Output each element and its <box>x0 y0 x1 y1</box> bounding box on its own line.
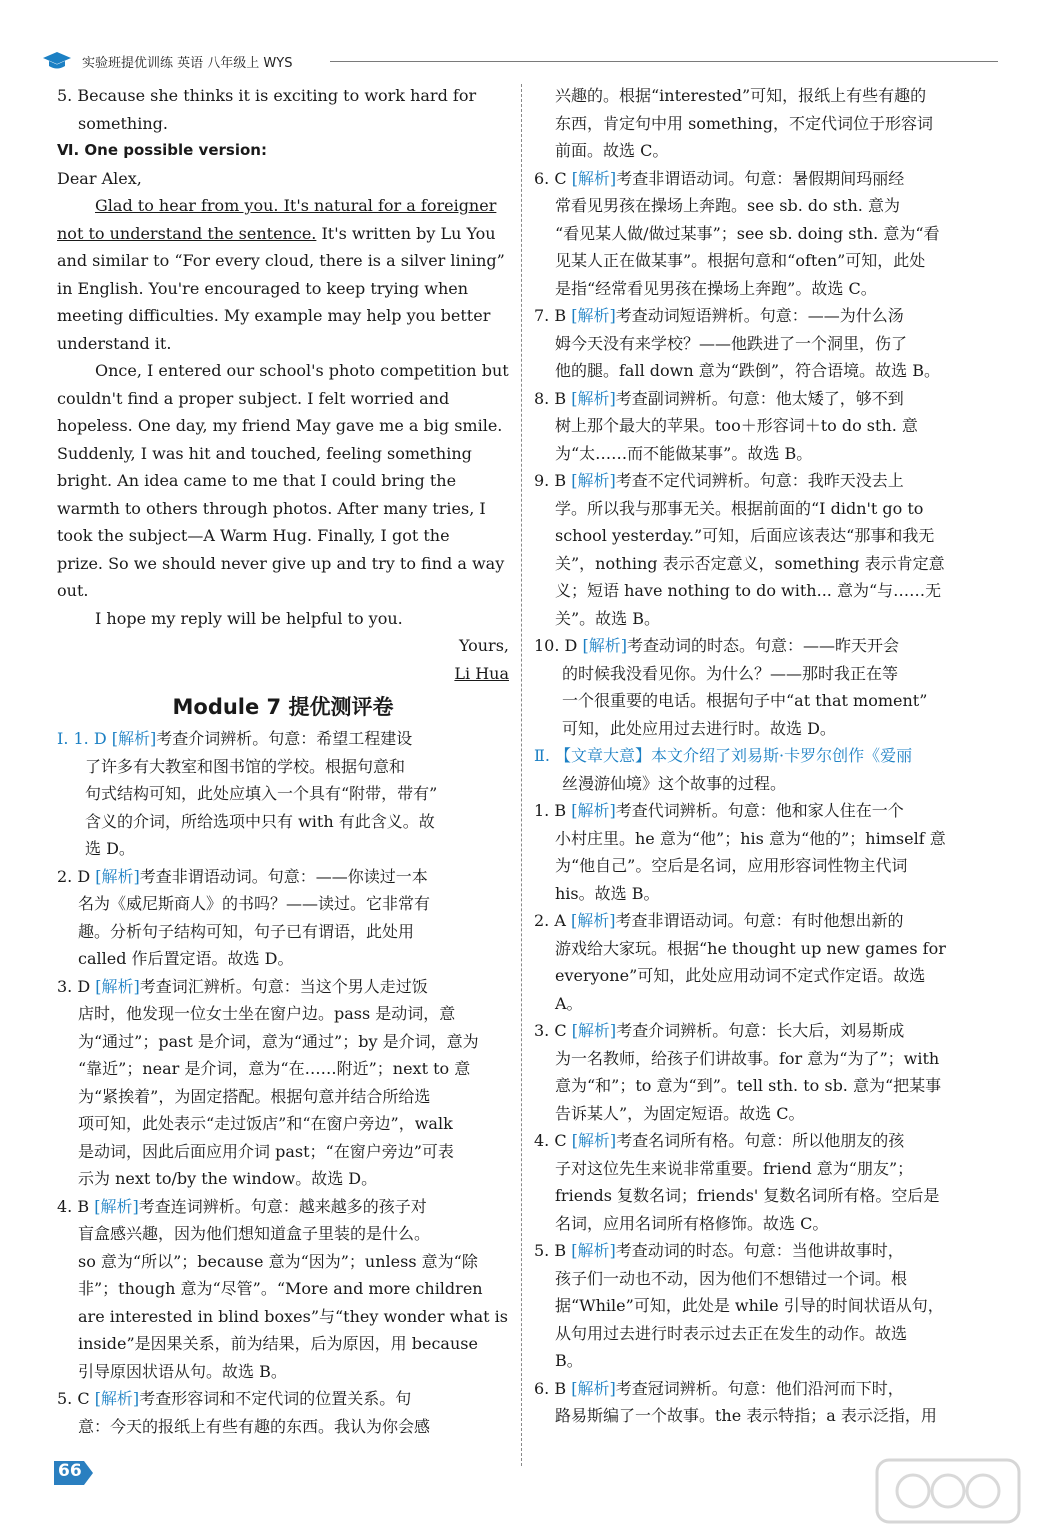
answer-line: called 作后置定语。故选 D。 <box>78 949 294 968</box>
answer-number: 6. B <box>534 1378 572 1398</box>
answer-text: 考查冠词辨析。句意：他们沿河而下时， <box>615 1378 904 1398</box>
answer-line: everyone”可知，此处应用动词不定式作定语。故选 <box>555 966 926 985</box>
letter-line: couldn't find a proper subject. I felt worried and <box>57 388 450 408</box>
answer-line: 了许多有大教室和图书馆的学校。根据句意和 <box>85 756 406 776</box>
answer-line: 为“紧挨着”，为固定搭配。根据句意并结合所给选 <box>78 1086 431 1106</box>
summary-text: Ⅱ. 【文章大意】本文介绍了刘易斯·卡罗尔创作《爱丽 <box>534 746 913 765</box>
analysis-tag: [解析] <box>571 801 616 820</box>
answer-line: 名词，应用名词所有格修饰。故选 C。 <box>555 1213 829 1233</box>
answer-line: 为“通过”；past 是介词，意为“通过”；by 是介词，意为 <box>78 1031 479 1051</box>
answer-line: 一个很重要的电话。根据句子中“at that moment” <box>562 691 928 710</box>
answer-line <box>534 1375 984 1403</box>
analysis-tag: [解析] <box>111 729 157 748</box>
answer-line: 可知，此处应用过去进行时。故选 D。 <box>562 718 836 738</box>
answer-text: 考查非谓语动词。句意：有时他想出新的 <box>615 911 904 930</box>
answer-line: friends 复数名词；friends' 复数名词所有格。空后是 <box>555 1186 940 1205</box>
letter-line: understand it. <box>57 333 172 353</box>
letter-line: meeting difficulties. My example may help you better <box>57 306 491 325</box>
answer-line: “靠近”；near 是介词，意为“在……附近”；next to 意 <box>78 1059 471 1078</box>
answer-line: A。 <box>555 993 583 1013</box>
answer-line <box>534 632 984 660</box>
letter-line: prize. So we should never give up and try to find a way <box>57 553 505 573</box>
analysis-tag: [解析] <box>571 1131 617 1150</box>
answer-line: 常看见男孩在操场上奔跑。see sb. do sth. 意为 <box>555 196 900 215</box>
answer-line <box>57 863 509 891</box>
page-header <box>38 48 998 78</box>
answer-line: 名为《威尼斯商人》的书吗？——读过。它非常有 <box>78 894 431 913</box>
answer-number: 3. D <box>57 976 96 996</box>
answer-line: “看见某人做/做过某事”；see sb. doing sth. 意为“看 <box>555 223 940 243</box>
answer-line: 东西，肯定句中用 something，不定代词位于形容词 <box>555 113 933 133</box>
answer-line: 他的腿。fall down 意为“跌倒”，符合语境。故选 B。 <box>555 361 940 380</box>
graduation-cap-icon <box>42 50 72 72</box>
answer-line <box>57 725 509 753</box>
answer-line: his。故选 B。 <box>555 883 660 903</box>
letter-line: Once, I entered our school's photo competition but <box>95 361 509 380</box>
analysis-tag: [解析] <box>571 471 616 490</box>
module-heading: Module 7 提优测评卷 <box>172 695 394 719</box>
letter-line: bright. An idea came to me that I could bring the <box>57 471 457 490</box>
answer-text: 考查非谓语动词。句意：——你读过一本 <box>139 866 428 886</box>
answer-line: 姆今天没有来学校？——他跌进了一个洞里，伤了 <box>555 333 908 353</box>
answer-line: so 意为“所以”；because 意为“因为”；unless 意为“除 <box>78 1251 478 1271</box>
answer-number: 6. C <box>534 168 572 188</box>
answer-line: 兴趣的。根据“interested”可知，报纸上有些有趣的 <box>555 86 927 105</box>
answer-line: something. <box>78 113 168 133</box>
letter-line: took the subject—A Warm Hug. Finally, I got the <box>57 526 450 545</box>
summary-line <box>534 742 984 770</box>
analysis-tag: [解析] <box>571 306 616 325</box>
page-number: 66 <box>58 1461 82 1481</box>
answer-line <box>57 1193 509 1221</box>
analysis-tag: [解析] <box>582 636 627 655</box>
answer-line: 从句用过去进行时表示过去正在发生的动作。故选 <box>555 1323 908 1343</box>
answer-line: 项可知，此处表示“走过饭店”和“在窗户旁边”，walk <box>78 1114 453 1133</box>
answer-number: 4. B <box>57 1196 95 1216</box>
answer-line: inside”是因果关系，前为结果，后为原因，用 because <box>78 1334 478 1353</box>
underlined-text: not to understand the sentence. <box>57 223 317 243</box>
answer-line: 据“While”可知，此处是 while 引导的时间状语从句， <box>555 1296 944 1315</box>
signature-text: Li Hua <box>454 663 509 683</box>
answer-line: 引导原因状语从句。故选 B。 <box>78 1361 287 1381</box>
section-label <box>57 137 509 165</box>
analysis-tag: [解析] <box>571 1378 616 1398</box>
answer-line: 示为 next to/by the window。故选 D。 <box>78 1169 378 1188</box>
answer-line: 前面。故选 C。 <box>555 141 669 160</box>
analysis-tag: [解析] <box>94 1196 139 1216</box>
answer-line <box>534 1017 984 1045</box>
answer-text: 考查词汇辨析。句意：当这个男人走过饭 <box>139 976 428 996</box>
answer-line: 店时，他发现一位女士坐在窗户边。pass 是动词，意 <box>78 1004 456 1023</box>
letter-line: in English. You're encouraged to keep trying when <box>57 278 469 298</box>
answer-line: 非”；though 意为“尽管”。“More and more children <box>78 1279 483 1298</box>
answer-line: 告诉某人”，为固定短语。故选 C。 <box>555 1103 805 1123</box>
answer-number: 2. D <box>57 866 96 886</box>
answer-line: 意：今天的报纸上有些有趣的东西。我认为你会感 <box>78 1416 431 1436</box>
answer-text: 考查不定代词辨析。句意：我昨天没去上 <box>615 471 904 490</box>
answer-line <box>534 907 984 935</box>
answer-number: 5. B <box>534 1241 572 1260</box>
answer-number: 5. C <box>57 1389 95 1408</box>
answer-line <box>534 467 984 495</box>
answer-line: B。 <box>555 1351 583 1370</box>
letter-text: It's written by Lu You <box>316 223 496 243</box>
answer-line: 学。所以我与那事无关。根据前面的“I didn't go to <box>555 498 924 518</box>
answer-number: 10. D <box>534 636 583 655</box>
answer-number: 1. B <box>534 801 572 820</box>
answer-line <box>534 1127 984 1155</box>
letter-line <box>57 192 509 220</box>
answer-text: 考查动词的时态。句意：——昨天开会 <box>626 636 899 655</box>
column-divider <box>521 84 522 1466</box>
answer-line: 子对这位先生来说非常重要。friend 意为“朋友”； <box>555 1158 914 1178</box>
answer-line: 趣。分析句子结构可知，句子已有谓语，此处用 <box>78 921 415 941</box>
watermark-logo <box>873 1456 1023 1526</box>
answer-line: 是动词，因此后面应用介词 past；“在窗户旁边”可表 <box>78 1141 454 1161</box>
answer-line: 的时候我没看见你。为什么？——那时我正在等 <box>562 663 899 683</box>
letter-signature <box>57 660 509 688</box>
answer-line: 孩子们一动也不动，因为他们不想错过一个词。根 <box>555 1268 908 1288</box>
analysis-tag: [解析] <box>571 911 616 930</box>
page-number-badge <box>50 1458 110 1494</box>
answer-text: 考查介词辨析。句意：长大后，刘易斯成 <box>616 1021 905 1040</box>
underlined-text: Glad to hear from you. It's natural for a foreigner <box>95 196 497 215</box>
answer-text: 考查介词辨析。句意：希望工程建设 <box>156 729 413 748</box>
answer-line <box>57 973 509 1001</box>
analysis-tag: [解析] <box>571 168 617 188</box>
answer-text: 考查形容词和不定代词的位置关系。句 <box>139 1389 412 1408</box>
answer-line: 盲盒感兴趣，因为他们想知道盒子里装的是什么。 <box>78 1224 431 1243</box>
answer-text: 考查代词辨析。句意：他和家人住在一个 <box>615 801 904 820</box>
answer-line: 树上那个最大的苹果。too＋形容词＋to do sth. 意 <box>555 416 918 435</box>
section-text: Ⅵ. One possible version: <box>57 141 267 159</box>
answer-number: 7. B <box>534 306 572 325</box>
answer-number: Ⅰ. 1. D <box>57 729 112 748</box>
letter-line: and similar to “For every cloud, there is a silver lining” <box>57 251 505 270</box>
analysis-tag: [解析] <box>571 1021 617 1040</box>
header-rule <box>330 61 998 62</box>
answer-line: 是指“经常看见男孩在操场上奔跑”。故选 C。 <box>555 278 877 298</box>
answer-number: 8. B <box>534 388 572 408</box>
answer-line: 选 D。 <box>85 839 135 858</box>
answer-line <box>534 797 984 825</box>
answer-number: 2. A <box>534 911 571 930</box>
answer-line: 关”，nothing 表示否定意义，something 表示肯定意 <box>555 553 945 573</box>
letter-greeting: Dear Alex, <box>57 168 142 188</box>
letter-line: out. <box>57 581 89 600</box>
header-title: 实验班提优训练 英语 八年级上 WYS <box>82 56 293 71</box>
answer-line: 义；短语 have nothing to do with... 意为“与……无 <box>555 581 942 600</box>
answer-line <box>534 385 984 413</box>
answer-text: 考查非谓语动词。句意：暑假期间玛丽经 <box>616 168 905 188</box>
letter-line: hopeless. One day, my friend May gave me a big smile. <box>57 416 503 435</box>
right-column <box>534 82 984 1430</box>
answer-text: 考查连词辨析。句意：越来越多的孩子对 <box>138 1196 427 1216</box>
answer-line <box>534 1237 984 1265</box>
answer-number: 9. B <box>534 471 572 490</box>
analysis-tag: [解析] <box>571 388 616 408</box>
answer-line: 游戏给大家玩。根据“he thought up new games for <box>555 938 946 958</box>
answer-line: 路易斯编了一个故事。the 表示特指；a 表示泛指，用 <box>555 1406 937 1425</box>
analysis-tag: [解析] <box>95 976 140 996</box>
answer-line: school yesterday.”可知，后面应该表达“那事和我无 <box>555 526 935 545</box>
answer-line <box>534 165 984 193</box>
answer-line: 为“太……而不能做某事”。故选 B。 <box>555 443 813 463</box>
answer-text: 考查副词辨析。句意：他太矮了，够不到 <box>615 388 904 408</box>
answer-line: 见某人正在做某事”。根据句意和“often”可知，此处 <box>555 251 926 270</box>
analysis-tag: [解析] <box>571 1241 616 1260</box>
answer-line: 小村庄里。he 意为“他”；his 意为“他的”；himself 意 <box>555 828 946 848</box>
answer-text: 考查动词短语辨析。句意：——为什么汤 <box>615 306 904 325</box>
answer-line <box>57 1385 509 1413</box>
answer-line: 5. Because she thinks it is exciting to work hard for <box>57 86 477 105</box>
summary-line: 丝漫游仙境》这个故事的过程。 <box>562 773 787 793</box>
analysis-tag: [解析] <box>95 866 140 886</box>
answer-text: 考查动词的时态。句意：当他讲故事时， <box>615 1241 904 1260</box>
answer-text: 考查名词所有格。句意：所以他朋友的孩 <box>616 1131 905 1150</box>
answer-number: 3. C <box>534 1021 572 1040</box>
letter-closing: Yours, <box>458 636 509 655</box>
answer-line: 句式结构可知，此处应填入一个具有“附带，带有” <box>85 784 438 803</box>
answer-line: 为“他自己”。空后是名词，应用形容词性物主代词 <box>555 856 908 875</box>
answer-line: 关”。故选 B。 <box>555 608 661 628</box>
answer-line <box>534 302 984 330</box>
answer-number: 4. C <box>534 1131 572 1150</box>
letter-line <box>57 220 509 248</box>
letter-line: I hope my reply will be helpful to you. <box>95 608 403 628</box>
answer-line: 为一名教师，给孩子们讲故事。for 意为“为了”；with <box>555 1048 940 1068</box>
letter-line: warmth to others through photos. After many tries, I <box>57 498 486 518</box>
letter-line: Suddenly, I was hit and touched, feeling something <box>57 443 472 463</box>
answer-line: 含义的介词，所给选项中只有 with 有此含义。故 <box>85 811 435 831</box>
left-column <box>57 82 509 1440</box>
answer-line: are interested in blind boxes”与“they wonder what is <box>78 1306 508 1326</box>
answer-line: 意为“和”；to 意为“到”。tell sth. to sb. 意为“把某事 <box>555 1076 942 1095</box>
analysis-tag: [解析] <box>94 1389 140 1408</box>
